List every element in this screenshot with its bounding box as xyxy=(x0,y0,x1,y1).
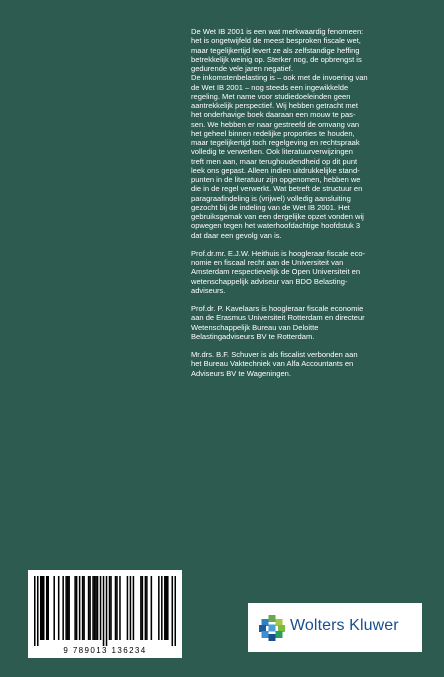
author-bio-heithuis xyxy=(191,249,419,295)
blurb-text xyxy=(191,27,419,378)
barcode-bar xyxy=(167,576,169,640)
text-line: aantrekkelijk perspectief. Wij hebben getracht met xyxy=(191,101,358,110)
barcode-bar xyxy=(103,576,105,646)
text-line: maar tegelijkertijd levert ze als zelfstandige heffing xyxy=(191,45,360,55)
barcode-bar xyxy=(145,576,147,640)
text-line: Mr.drs. B.F. Schuver is als fiscalist verbonden aan xyxy=(191,350,358,359)
barcode-bar xyxy=(41,576,43,640)
text-line: regeling. Met name voor studiedoeleinden geen xyxy=(191,91,351,101)
barcode-bar xyxy=(37,576,39,646)
barcode-bar xyxy=(158,576,160,640)
text-line: het geheel binnen redelijke proporties te houden, xyxy=(191,128,355,138)
text-line: de Wet IB 2001 – nog steeds een ingewikkelde xyxy=(191,82,349,92)
barcode-bar xyxy=(161,576,163,640)
barcode-bar xyxy=(151,576,153,640)
barcode-bar xyxy=(67,576,69,640)
barcode-bar xyxy=(116,576,118,640)
text-line: Prof.dr.mr. E.J.W. Heithuis is hoogleraar fiscale eco- xyxy=(191,248,366,258)
text-line: punten in de literatuur zijn opgenomen, hebben we xyxy=(191,175,361,184)
barcode-bar xyxy=(83,576,85,640)
barcode-bar xyxy=(127,576,129,640)
text-line: Adviseurs BV te Wageningen. xyxy=(191,368,291,378)
text-line: treft men aan, maar terughoudendheid op dit punt xyxy=(191,156,358,166)
text-line: paragraafindeling is (vrijwel) volledig aansluiting xyxy=(191,193,351,203)
barcode-bar xyxy=(92,576,94,640)
barcode-bar xyxy=(106,576,108,646)
publisher-name: Wolters Kluwer xyxy=(290,617,399,634)
barcode-bar xyxy=(109,576,111,640)
barcode-bar xyxy=(130,576,132,640)
intro-paragraph xyxy=(191,27,419,240)
barcode-bar xyxy=(88,576,90,640)
barcode-bar xyxy=(34,576,36,646)
text-line: het is ongetwijfeld de meest besproken fiscale wet, xyxy=(191,36,361,46)
text-line: Belastingadviseurs BV te Rotterdam. xyxy=(191,331,315,341)
text-line: wetenschappelijk adviseur van BDO Belasting- xyxy=(191,276,348,286)
text-line: die in de regel verwerkt. Wat betreft de structuur en xyxy=(191,184,363,194)
text-line: nomie en fiscaal recht aan de Universiteit van xyxy=(191,258,344,267)
text-line: opwegen tegen het waterhoofdachtige hoofdstuk 3 xyxy=(191,221,361,231)
barcode-bar xyxy=(89,576,91,640)
barcode-bar xyxy=(68,576,70,640)
barcode-bar xyxy=(46,576,48,640)
barcode-bars xyxy=(34,576,176,646)
wolters-kluwer-logo-icon xyxy=(259,615,285,641)
barcode-bar xyxy=(74,576,76,640)
barcode-bar xyxy=(65,576,67,640)
text-line: De Wet IB 2001 is een wat merkwaardig fenomeen: xyxy=(191,27,364,36)
barcode-bar xyxy=(76,576,78,640)
text-line: het onderhavige boek daaraan een mouw te pas- xyxy=(191,110,356,120)
isbn-barcode xyxy=(28,570,182,658)
text-line: dat daar een gevolg van is. xyxy=(191,230,282,240)
text-line: leek ons gepast. Alleen indien uitdrukkelijke stand- xyxy=(191,165,360,175)
barcode-bar xyxy=(95,576,97,640)
author-bio-kavelaars xyxy=(191,304,419,341)
text-line: gezocht bij de indeling van de Wet IB 2001. Het xyxy=(191,202,350,212)
text-line: Amsterdam respectievelijk de Open Universiteit en xyxy=(191,267,361,277)
text-line: Prof.dr. P. Kavelaars is hoogleraar fiscale economie xyxy=(191,304,364,313)
text-line: Wetenschappelijk Bureau van Deloitte xyxy=(191,322,319,332)
barcode-bar xyxy=(119,576,121,640)
barcode-bar xyxy=(115,576,117,640)
author-bio-schuver xyxy=(191,350,419,378)
barcode-bar xyxy=(133,576,135,640)
text-line: De inkomstenbelasting is – ook met de invoering van xyxy=(191,73,368,83)
barcode-bar xyxy=(100,576,102,640)
text-line: aan de Erasmus Universiteit Rotterdam en directeur xyxy=(191,313,365,323)
text-line: het Bureau Vaktechniek van Alfa Accountants en xyxy=(191,359,354,369)
barcode-bar xyxy=(110,576,112,640)
text-line: adviseurs. xyxy=(191,285,226,295)
barcode-bar xyxy=(58,576,60,640)
barcode-bar xyxy=(146,576,148,640)
publisher-logo xyxy=(248,603,422,652)
text-line: gebruiksgemak van een dergelijke opzet vonden wij xyxy=(191,212,364,221)
barcode-bar xyxy=(79,576,81,640)
text-line: betrekkelijk weinig op. Sterker nog, de opbrengst is xyxy=(191,54,362,64)
barcode-bar xyxy=(53,576,55,640)
barcode-bar xyxy=(140,576,142,640)
barcode-digits: 9 789013 136234 xyxy=(63,646,147,655)
barcode-bar xyxy=(142,576,144,640)
text-line: maar tegelijkertijd toch regelgeving en rechtspraak xyxy=(191,138,360,147)
text-line: gedurende vele jaren negatief. xyxy=(191,64,293,73)
text-line: sen. We hebben er naar gestreefd de omvang van xyxy=(191,119,360,129)
barcode-bar xyxy=(172,576,174,646)
barcode-bar xyxy=(62,576,64,640)
barcode-bar xyxy=(82,576,84,640)
barcode-bar xyxy=(47,576,49,640)
barcode-bar xyxy=(43,576,45,640)
barcode-bar xyxy=(97,576,99,640)
barcode-bar xyxy=(166,576,168,640)
barcode-bar xyxy=(164,576,166,640)
barcode-bar xyxy=(94,576,96,640)
text-line: volledig te verwerken. Ook literatuurverwijzingen xyxy=(191,147,353,157)
barcode-bar xyxy=(175,576,176,646)
barcode-bar xyxy=(40,576,42,640)
